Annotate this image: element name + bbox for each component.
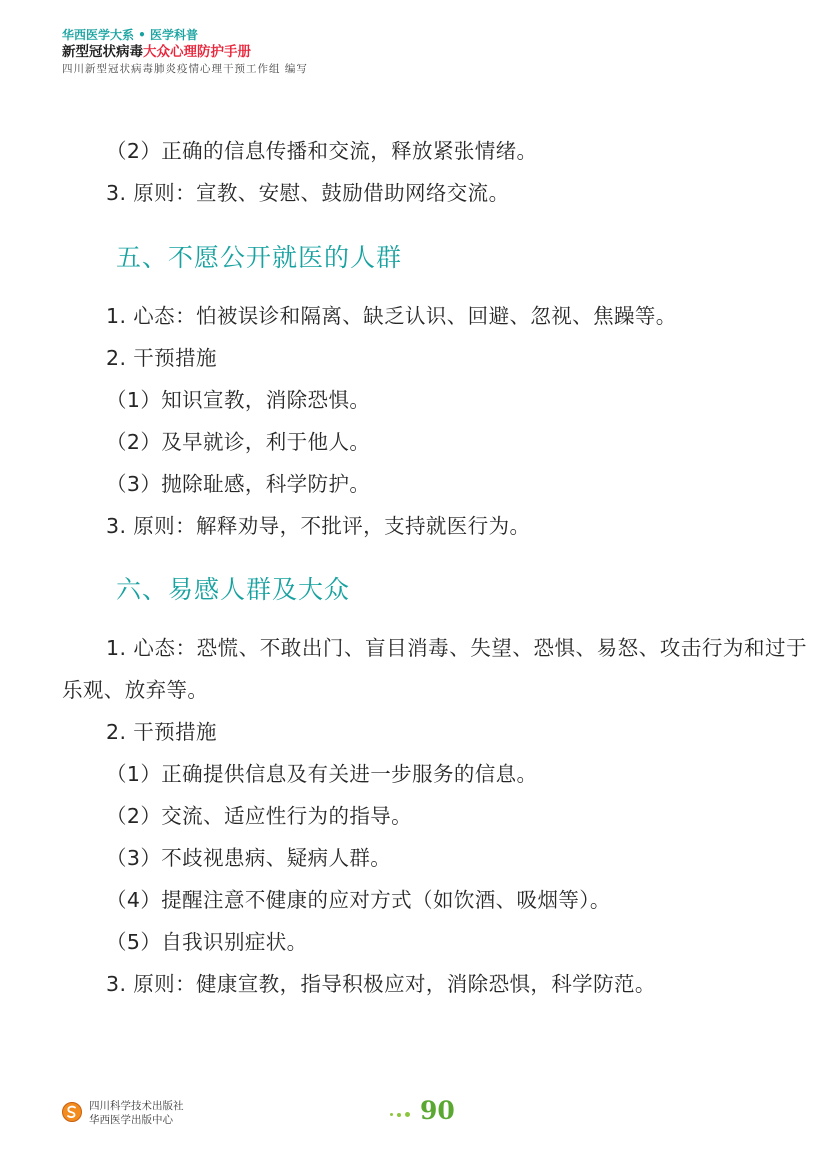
author-line: 四川新型冠状病毒肺炎疫情心理干预工作组 编写	[62, 63, 308, 75]
publisher-logo-icon	[62, 1102, 82, 1122]
publisher-line2: 华西医学出版中心	[89, 1114, 173, 1126]
book-title-part2: 大众心理防护手册	[143, 44, 251, 60]
paragraph-line: 1. 心态：怕被误诊和隔离、缺乏认识、回避、忽视、焦躁等。	[106, 304, 677, 328]
page-number: 90	[420, 1096, 455, 1125]
paragraph-line: （5）自我识别症状。	[106, 930, 308, 954]
page-footer	[62, 1096, 807, 1133]
book-title-part1: 新型冠状病毒	[62, 44, 143, 60]
publisher-name	[89, 1099, 184, 1127]
series-title: 华西医学大系 • 医学科普	[62, 28, 199, 42]
paragraph-line: 3. 原则：宣教、安慰、鼓励借助网络交流。	[106, 181, 510, 205]
book-title	[62, 43, 308, 61]
paragraph-line: 3. 原则：解释劝导，不批评，支持就医行为。	[106, 514, 531, 538]
section-heading-6: 六、易感人群及大众	[116, 575, 351, 604]
section-heading-5: 五、不愿公开就医的人群	[116, 243, 403, 272]
page-header	[62, 27, 308, 77]
paragraph-line: （2）交流、适应性行为的指导。	[106, 804, 413, 828]
paragraph-line: （4）提醒注意不健康的应对方式（如饮酒、吸烟等）。	[106, 888, 611, 912]
paragraph-mindset: 1. 心态：恐慌、不敢出门、盲目消毒、失望、恐惧、易怒、攻击行为和过于乐观、放弃等。	[62, 636, 807, 702]
paragraph-line: （3）不歧视患病、疑病人群。	[106, 846, 392, 870]
page-content	[62, 130, 807, 1005]
page-number-block	[390, 1096, 455, 1127]
paragraph-line: 2. 干预措施	[106, 720, 217, 744]
paragraph-line: 2. 干预措施	[106, 346, 217, 370]
paragraph-line: 3. 原则：健康宣教，指导积极应对，消除恐惧，科学防范。	[106, 972, 656, 996]
paragraph-line: （2）及早就诊，利于他人。	[106, 430, 371, 454]
publisher-line1: 四川科学技术出版社	[89, 1100, 184, 1112]
paragraph-line: （2）正确的信息传播和交流，释放紧张情绪。	[106, 139, 538, 163]
paragraph-line: （1）正确提供信息及有关进一步服务的信息。	[106, 762, 538, 786]
page-dots-icon	[390, 1098, 414, 1127]
paragraph-line: （1）知识宣教，消除恐惧。	[106, 388, 371, 412]
paragraph-line: （3）抛除耻感，科学防护。	[106, 472, 371, 496]
